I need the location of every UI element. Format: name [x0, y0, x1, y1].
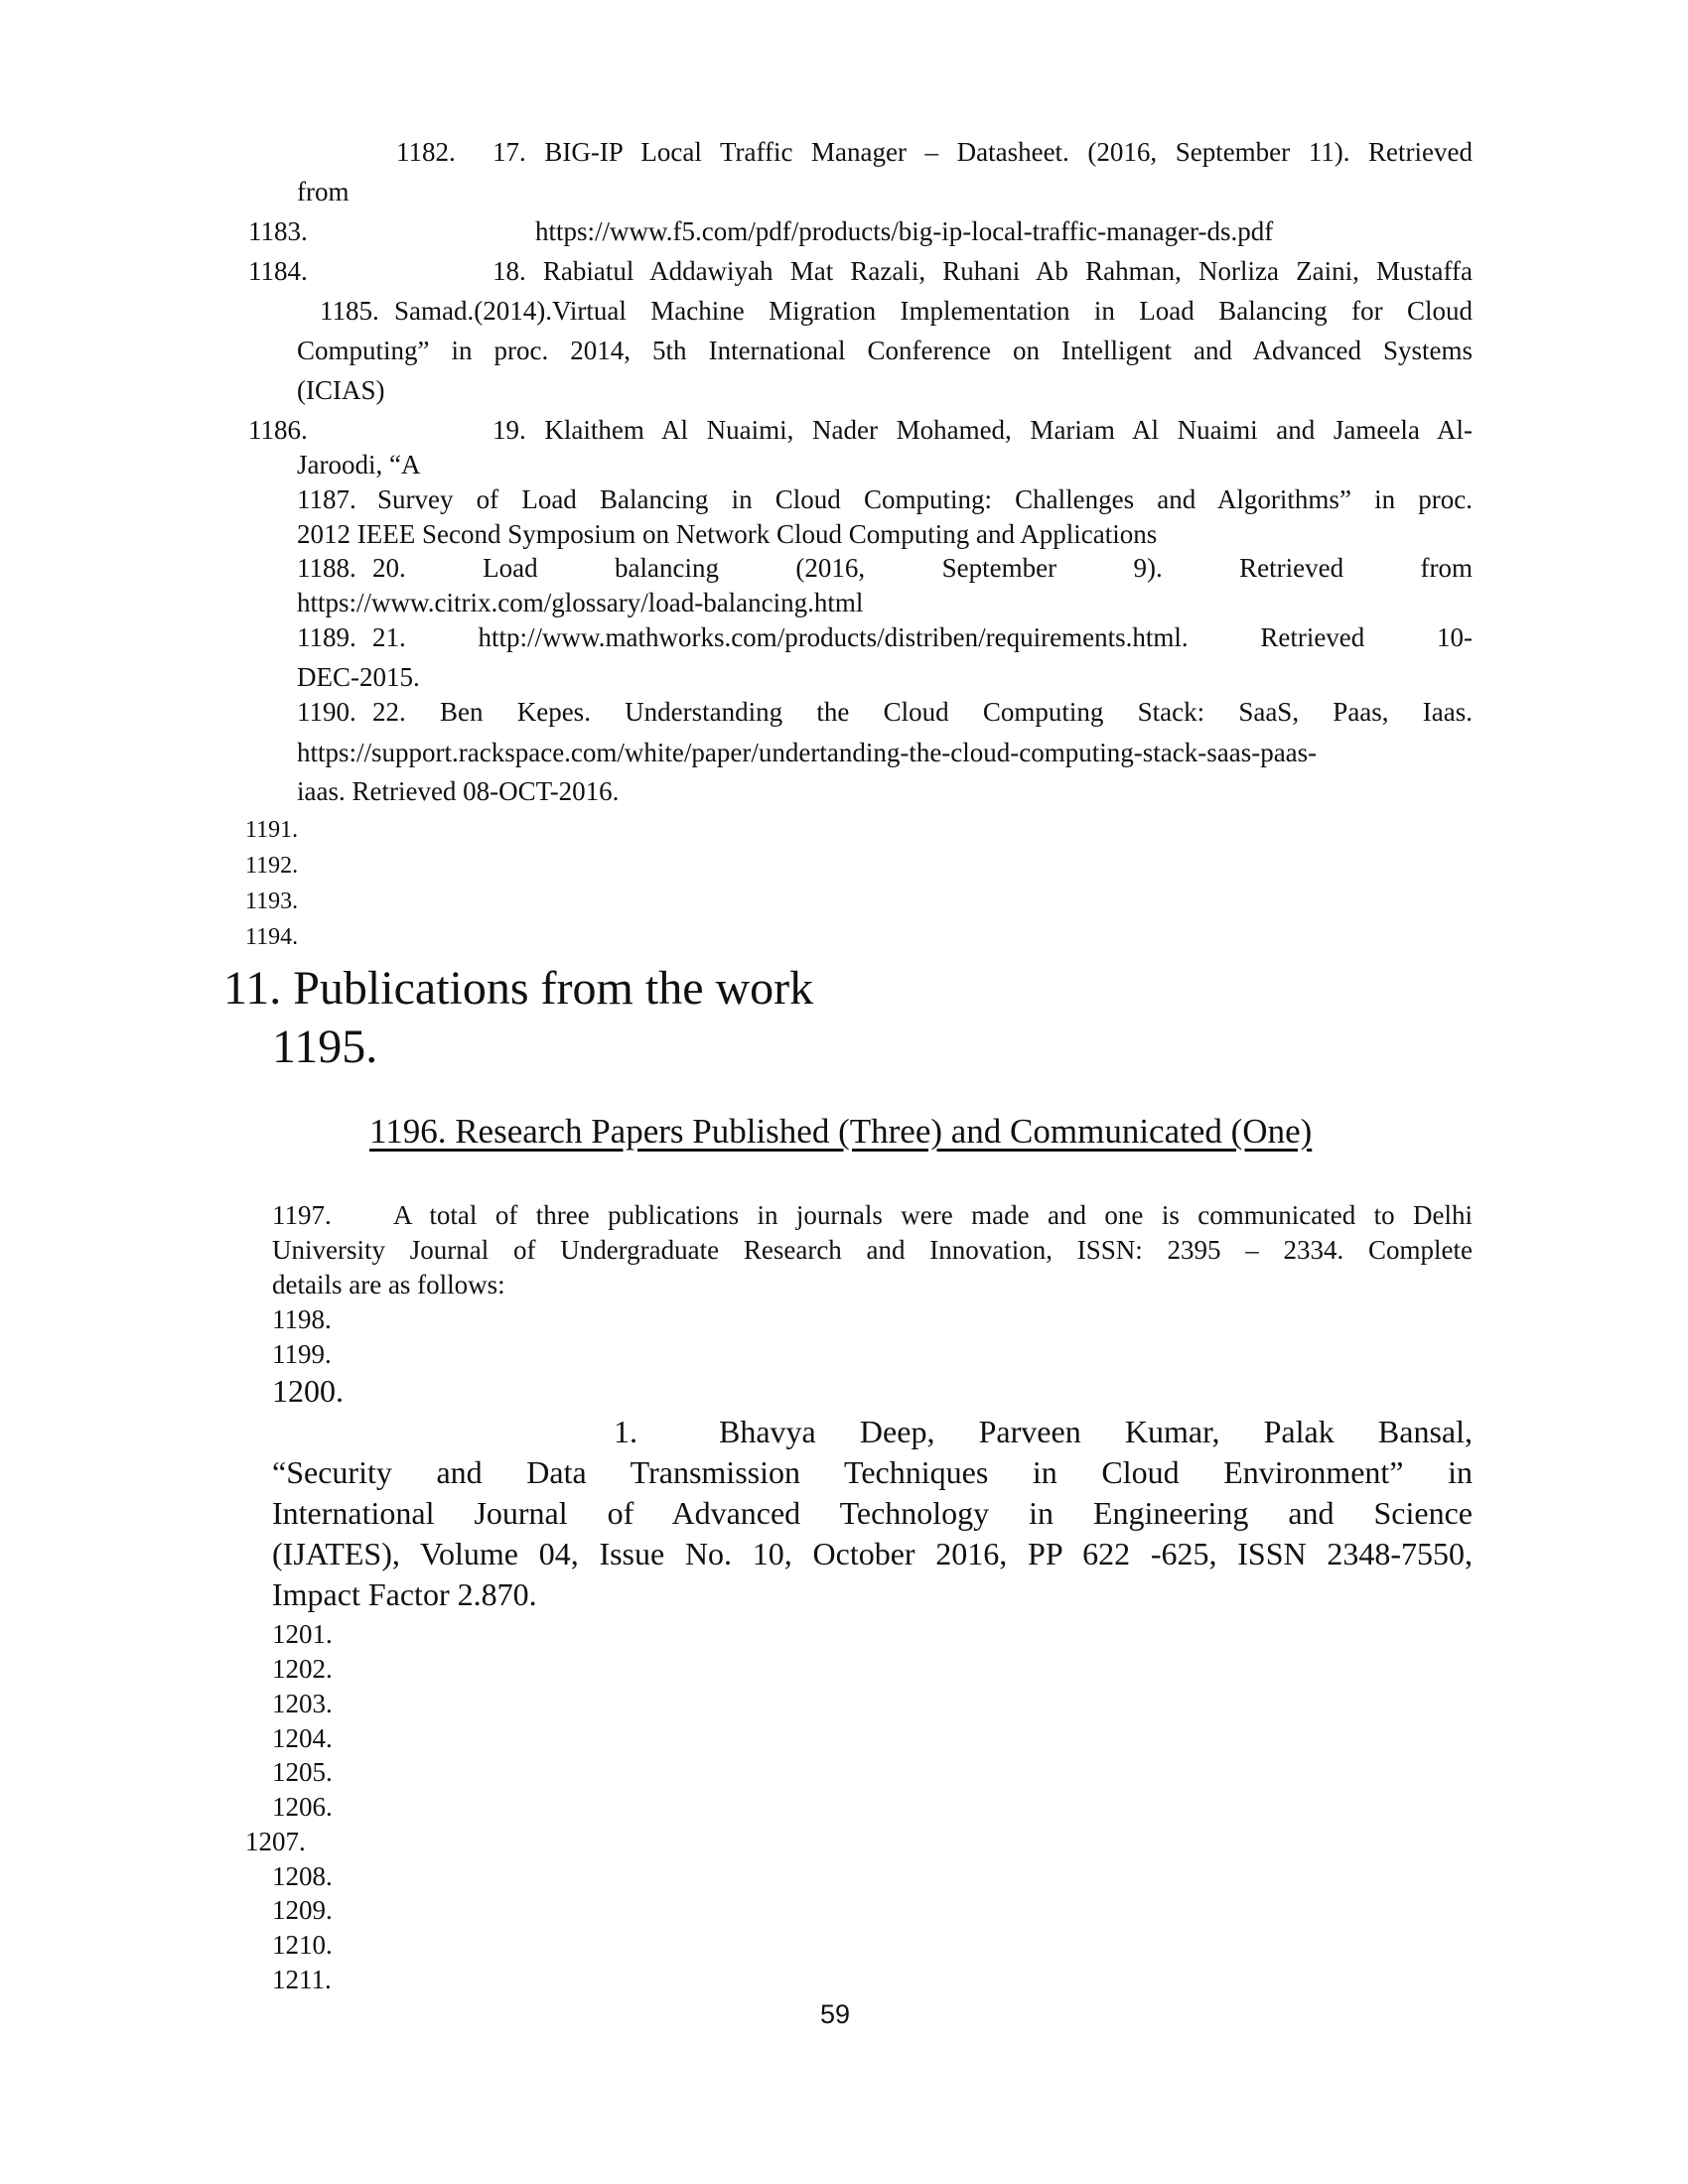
line-number: 1188.	[297, 553, 356, 583]
reference-19-cont: Jaroodi, “A	[297, 450, 421, 479]
line-number: 1199.	[272, 1339, 332, 1369]
line-number: 1210.	[272, 1930, 333, 1960]
line-number: 1187.	[297, 484, 356, 514]
intro-paragraph: details are as follows:	[272, 1270, 505, 1299]
reference-19-title: Survey of Load Balancing in Cloud Computing: Challenges and Algorithms” in proc.	[377, 484, 1473, 514]
line-number: 1194.	[245, 924, 299, 950]
reference-18-cont: Computing” in proc. 2014, 5th International Conference on Intelligent and Advanced Systems	[297, 336, 1473, 365]
line-number: 1211.	[272, 1965, 332, 1994]
line-number: 1208.	[272, 1861, 333, 1891]
reference-20-url: https://www.citrix.com/glossary/load-balancing.html	[297, 588, 864, 617]
line-number: 1203.	[272, 1689, 333, 1718]
line-number: 1207.	[245, 1827, 306, 1856]
reference-22-cont: iaas. Retrieved 08-OCT-2016.	[297, 776, 620, 806]
publication-entry: “Security and Data Transmission Techniques in Cloud Environment” in	[272, 1454, 1473, 1490]
reference-21-cont: DEC-2015.	[297, 662, 420, 692]
reference-18-cont: (ICIAS)	[297, 375, 385, 405]
reference-20: 20. Load balancing (2016, September 9). Retrieved from	[372, 553, 1473, 583]
line-number: 1192.	[245, 853, 299, 879]
reference-17-url: https://www.f5.com/pdf/products/big-ip-local-traffic-manager-ds.pdf	[535, 216, 1274, 246]
reference-18-title: Samad.(2014).Virtual Machine Migration Implementation in Load Balancing for Cloud	[394, 296, 1473, 326]
publication-entry: International Journal of Advanced Technology in Engineering and Science	[272, 1495, 1473, 1531]
reference-18: 18. Rabiatul Addawiyah Mat Razali, Ruhani Ab Rahman, Norliza Zaini, Mustaffa	[492, 256, 1473, 286]
reference-22-url: https://support.rackspace.com/white/paper/undertanding-the-cloud-computing-stack-saas-paas-	[297, 738, 1318, 767]
reference-17-cont: from	[297, 177, 350, 206]
page-number: 59	[820, 1999, 851, 2029]
line-number: 1205.	[272, 1757, 333, 1787]
publication-entry: Impact Factor 2.870.	[272, 1576, 537, 1612]
line-number: 1185.	[320, 296, 379, 326]
publication-entry: Bhavya Deep, Parveen Kumar, Palak Bansal,	[719, 1414, 1473, 1449]
line-number: 1201.	[272, 1619, 333, 1649]
reference-21: 21. http://www.mathworks.com/products/distriben/requirements.html. Retrieved 10-	[372, 622, 1473, 652]
line-number: 1191.	[245, 817, 299, 843]
publication-number: 1.	[614, 1414, 637, 1449]
reference-22: 22. Ben Kepes. Understanding the Cloud Computing Stack: SaaS, Paas, Iaas.	[372, 697, 1473, 727]
section-heading-number: 1195.	[272, 1021, 378, 1073]
line-number: 1200.	[272, 1373, 344, 1409]
intro-paragraph: A total of three publications in journals were made and one is communicated to Delhi	[393, 1200, 1473, 1230]
line-number: 1184.	[248, 256, 308, 286]
reference-17: 17. BIG-IP Local Traffic Manager – Datasheet. (2016, September 11). Retrieved	[492, 137, 1473, 167]
line-number: 1186.	[248, 415, 308, 445]
line-number: 1183.	[248, 216, 308, 246]
reference-19: 19. Klaithem Al Nuaimi, Nader Mohamed, Mariam Al Nuaimi and Jameela Al-	[492, 415, 1473, 445]
intro-paragraph: University Journal of Undergraduate Research and Innovation, ISSN: 2395 – 2334. Complete	[272, 1235, 1473, 1265]
line-number: 1209.	[272, 1895, 333, 1925]
line-number: 1202.	[272, 1654, 333, 1684]
line-number: 1189.	[297, 622, 356, 652]
reference-19-cont: 2012 IEEE Second Symposium on Network Cloud Computing and Applications	[297, 519, 1158, 549]
section-heading: 11. Publications from the work	[223, 962, 814, 1015]
line-number: 1197.	[272, 1200, 332, 1230]
publication-entry: (IJATES), Volume 04, Issue No. 10, October 2016, PP 622 -625, ISSN 2348-7550,	[272, 1536, 1473, 1571]
line-number: 1204.	[272, 1723, 333, 1753]
line-number: 1190.	[297, 697, 356, 727]
line-number: 1206.	[272, 1792, 333, 1822]
line-number: 1193.	[245, 888, 299, 914]
subsection-heading: 1196. Research Papers Published (Three) and Communicated (One)	[369, 1112, 1313, 1151]
line-number: 1198.	[272, 1304, 332, 1334]
line-number: 1182.	[396, 137, 456, 167]
